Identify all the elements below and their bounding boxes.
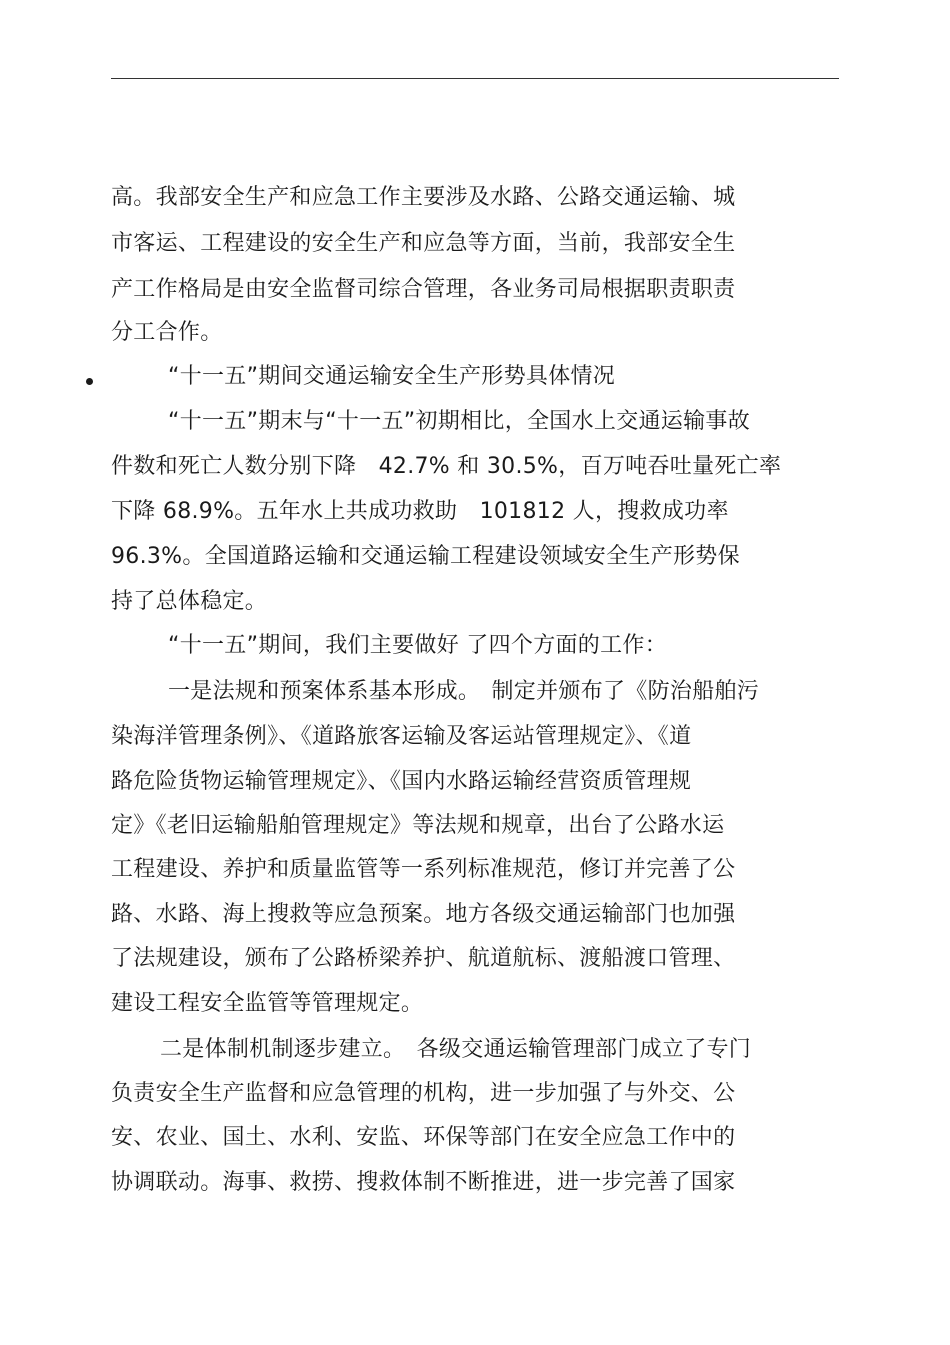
text-line: 一是法规和预案体系基本形成。 制定并颁布了《防治船舶污 <box>168 679 760 704</box>
text-line: 定》《老旧运输船舶管理规定》等法规和规章，出台了公路水运 <box>111 813 725 838</box>
text-line: 路危险货物运输管理规定》、《国内水路运输经营资质管理规 <box>111 769 692 794</box>
text-line: 分工合作。 <box>111 320 223 345</box>
text-line: “十一五”期间，我们主要做好 了四个方面的工作： <box>168 633 667 658</box>
text-line: 协调联动。海事、救捞、搜救体制不断推进，进一步完善了国家 <box>111 1170 736 1195</box>
text-line: 持了总体稳定。 <box>111 589 268 614</box>
header-rule <box>111 78 839 79</box>
text-line: 工程建设、养护和质量监管等一系列标准规范，修订并完善了公 <box>111 857 736 882</box>
text-line: 了法规建设，颁布了公路桥梁养护、航道航标、渡船渡口管理、 <box>111 946 736 971</box>
text-line: 染海洋管理条例》、《道路旅客运输及客运站管理规定》、《道 <box>111 724 692 749</box>
text-line: 产工作格局是由安全监督司综合管理，各业务司局根据职责职责 <box>111 277 736 302</box>
text-line: 高。我部安全生产和应急工作主要涉及水路、公路交通运输、城 <box>111 185 736 210</box>
text-line: 安、农业、国土、水利、安监、环保等部门在安全应急工作中的 <box>111 1125 736 1150</box>
text-line: “十一五”期末与“十一五”初期相比，全国水上交通运输事故 <box>168 409 750 434</box>
text-line: 市客运、工程建设的安全生产和应急等方面，当前，我部安全生 <box>111 231 736 256</box>
bullet-dot <box>86 378 93 385</box>
text-line: 下降 68.9%。五年水上共成功救助 101812 人，搜救成功率 <box>111 499 729 524</box>
text-line: 96.3%。全国道路运输和交通运输工程建设领域安全生产形势保 <box>111 544 740 569</box>
text-line: 负责安全生产监督和应急管理的机构，进一步加强了与外交、公 <box>111 1081 736 1106</box>
text-line: 路、水路、海上搜救等应急预案。地方各级交通运输部门也加强 <box>111 902 736 927</box>
section-heading: “十一五”期间交通运输安全生产形势具体情况 <box>168 364 616 389</box>
text-line: 件数和死亡人数分别下降 42.7% 和 30.5%，百万吨吞吐量死亡率 <box>111 454 782 479</box>
text-line: 建设工程安全监管等管理规定。 <box>111 991 424 1016</box>
text-line: 二是体制机制逐步建立。 各级交通运输管理部门成立了专门 <box>160 1037 752 1062</box>
